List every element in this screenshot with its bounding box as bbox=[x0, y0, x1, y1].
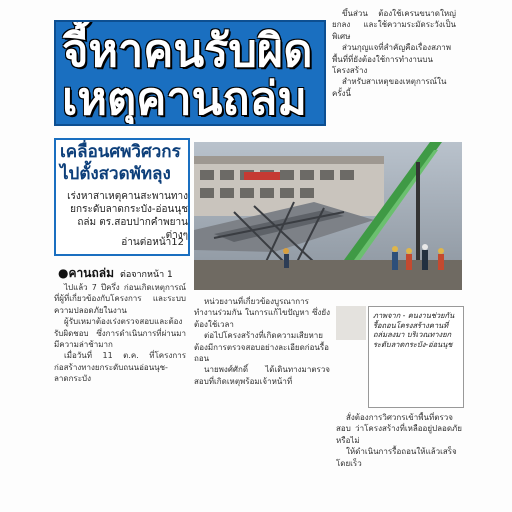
paragraph: เมื่อวันที่ 11 ต.ค. ที่โครงการก่อสร้างทางยกระดับถนนอ่อนนุช-ลาดกระบัง bbox=[54, 351, 186, 384]
headline-line-1: จี้หาคนรับผิด bbox=[62, 24, 313, 77]
section-title: คานถล่ม bbox=[68, 266, 114, 280]
right-article-column bbox=[336, 412, 462, 512]
headline-line-2: เหตุคานถล่ม bbox=[62, 72, 307, 125]
news-photo bbox=[194, 142, 462, 290]
subheadline-box bbox=[54, 138, 190, 256]
paragraph: ต่อไปโครงสร้างที่เกิดความเสียหายต้องมีการตรวจสอบอย่างละเอียดก่อนรื้อถอน bbox=[194, 331, 329, 364]
subheadline-line-2: ไปตั้งสวดพัทลุง bbox=[60, 164, 171, 184]
paragraph: ขึ้นส่วน ต้องใช้เครนขนาดใหญ่ยกลง และใช้ความระมัดระวังเป็นพิเศษ bbox=[332, 9, 456, 41]
middle-article-column bbox=[194, 296, 330, 512]
photo-caption-box bbox=[368, 306, 464, 408]
paragraph: ให้ดำเนินการรื้อถอนให้แล้วเสร็จโดยเร็ว bbox=[336, 447, 457, 468]
paragraph: ส่วนกุญแจที่สำคัญคือเรื่องสภาพพื้นที่ที่ยังต้องใช้การทำงานบนโครงสร้าง bbox=[332, 43, 451, 76]
paragraph: ผู้รับเหมาต้องเร่งตรวจสอบและต้องรับผิดชอบ ซึ่งการดำเนินการที่ผ่านมามีความล่าช้ามาก bbox=[54, 317, 186, 350]
collapsed-bridge-photo bbox=[194, 142, 462, 290]
section-label bbox=[58, 264, 173, 283]
paragraph: นายพงศ์ศักดิ์ ได้เดินทางมาตรวจสอบที่เกิดเหตุพร้อมเจ้าหน้าที่ bbox=[194, 365, 330, 386]
top-right-article-text bbox=[332, 8, 456, 134]
bullet-icon: ● bbox=[58, 266, 69, 280]
continued-link[interactable]: อ่านต่อหน้า12 bbox=[121, 237, 184, 248]
thumbnail-image bbox=[336, 306, 366, 340]
paragraph: หน่วยงานที่เกี่ยวข้องบูรณาการทำงานร่วมกัน ในการแก้ไขปัญหา ซึ่งยังต้องใช้เวลา bbox=[194, 297, 330, 329]
photo-caption: ภาพจาก - คนงานช่วยกันรื้อถอนโครงสร้างคานที่ถล่มลงมา บริเวณทางยกระดับลาดกระบัง-อ่อนนุช bbox=[373, 311, 455, 349]
paragraph: สั่งต้องการวิศวกรเข้าพื้นที่ตรวจสอบ ว่าโครงสร้างที่เหลืออยู่ปลอดภัยหรือไม่ bbox=[336, 413, 462, 445]
left-article-column bbox=[54, 282, 186, 512]
paragraph: สำหรับสาเหตุของเหตุการณ์ในครั้งนี้ bbox=[332, 77, 447, 98]
paragraph: ไปแล้ว 7 ปีครึ่ง ก่อนเกิดเหตุการณ์ที่ผู้ที่เกี่ยวข้องกับโครงการ และระบบความปลอดภัยในงาน bbox=[54, 283, 186, 315]
continued-from: ต่อจากหน้า 1 bbox=[119, 270, 173, 280]
subheadline-line-1: เคลื่อนศพวิศวกร bbox=[60, 142, 181, 162]
headline-banner bbox=[54, 20, 326, 126]
subheadline-body: เร่งหาสาเหตุคานสะพานทางยกระดับลาดกระบัง-อ่อนนุชถล่ม ตร.สอบปากคำพยานต่างๆ bbox=[67, 191, 188, 241]
